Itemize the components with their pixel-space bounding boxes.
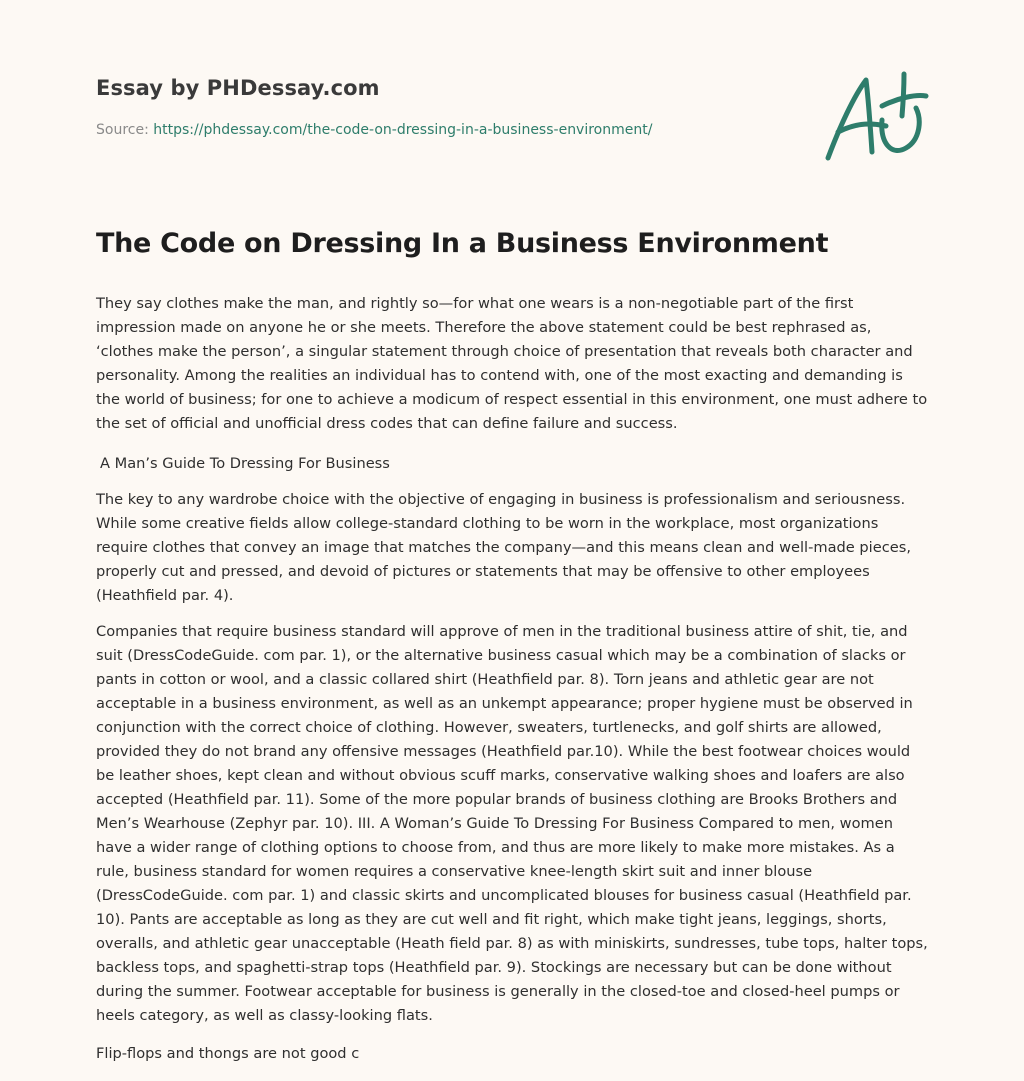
source-link[interactable]: https://phdessay.com/the-code-on-dressing-in-a-business-environment/	[153, 122, 653, 138]
site-title: Essay by PHDessay.com	[96, 76, 380, 100]
essay-title: The Code on Dressing In a Business Environment	[96, 228, 829, 259]
essay-article	[96, 226, 930, 1078]
paragraph-key-wardrobe: The key to any wardrobe choice with the objective of engaging in business is professionalism and seriousness. While some creative fields allow college-standard clothing to be worn in the workplace, most organizations require clothes that convey an image that matches the company—and this means clean and well-made pieces, properly cut and pressed, and devoid of pictures or statements that may be offensive to other employees (Heathfield par. 4).	[96, 491, 911, 604]
paragraph-intro: They say clothes make the man, and rightly so—for what one wears is a non-negotiable part of the first impression made on anyone he or she meets. Therefore the above statement could be best rephrased as, ‘clothes make the person’, a singular statement through choice of presentation that reveals both character and personality. Among the realities an individual has to contend with, one of the most exacting and demanding is the world of business; for one to achieve a modicum of respect essential in this environment, one must adhere to the set of official and unofficial dress codes that can define failure and success.	[96, 295, 928, 432]
a-plus-logo-icon	[820, 66, 930, 166]
paragraph-truncated: Flip-flops and thongs are not good c	[96, 1045, 360, 1062]
section-heading: A Man’s Guide To Dressing For Business	[100, 455, 390, 472]
paragraph-business-standard: Companies that require business standard will approve of men in the traditional business attire of shit, tie, and suit (DressCodeGuide. com par. 1), or the alternative business casual which may be a combination of slacks or pants in cotton or wool, and a classic collared shirt (Heathfield par. 8). Torn jeans and athletic gear are not acceptable in a business environment, as well as an unkempt appearance; proper hygiene must be observed in conjunction with the correct choice of clothing. However, sweaters, turtlenecks, and golf shirts are allowed, provided they do not brand any offensive messages (Heathfield par.10). While the best footwear choices would be leather shoes, kept clean and without obvious scuff marks, conservative walking shoes and loafers are also accepted (Heathfield par. 11). Some of the more popular brands of business clothing are Brooks Brothers and Men’s Wearhouse (Zephyr par. 10). III. A Woman’s Guide To Dressing For Business Compared to men, women have a wider range of clothing options to choose from, and thus are more likely to make more mistakes. As a rule, business standard for women requires a conservative knee-length skirt suit and inner blouse (DressCodeGuide. com par. 1) and classic skirts and uncomplicated blouses for business casual (Heathfield par. 10). Pants are acceptable as long as they are cut well and fit right, which make tight jeans, leggings, shorts, overalls, and athletic gear unacceptable (Heath field par. 8) as with miniskirts, sundresses, tube tops, halter tops, backless tops, and spaghetti-strap tops (Heathfield par. 9). Stockings are necessary but can be done without during the summer. Footwear acceptable for business is generally in the closed-toe and closed-heel pumps or heels category, as well as classy-looking flats.	[96, 623, 928, 1024]
source-label: Source:	[96, 122, 154, 138]
source-line	[96, 122, 796, 138]
page-header	[96, 76, 796, 138]
